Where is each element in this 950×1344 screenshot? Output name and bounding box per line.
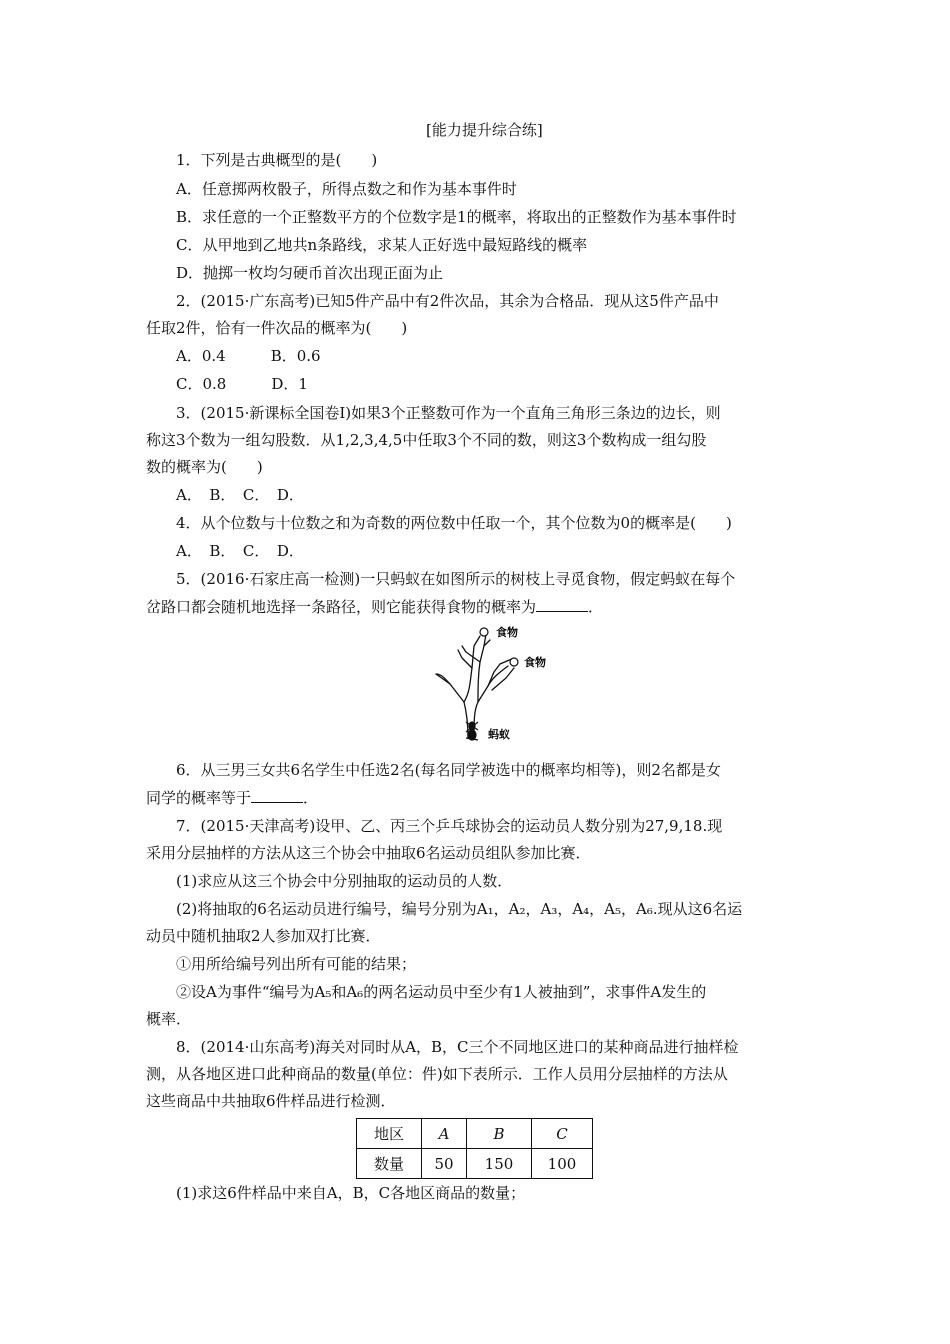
food-dot-icon bbox=[480, 628, 488, 636]
table-cell: 150 bbox=[467, 1149, 532, 1179]
answer-blank bbox=[536, 597, 588, 612]
table-cell: 地区 bbox=[357, 1119, 422, 1149]
q3-stem-line1: 3．(2015·新课标全国卷Ⅰ)如果3个正整数可作为一个直角三角形三条边的边长，则 bbox=[176, 404, 721, 422]
q7-stem-line1: 7．(2015·天津高考)设甲、乙、丙三个乒乓球协会的运动员人数分别为27,9,18.现 bbox=[176, 817, 723, 835]
quantity-table bbox=[356, 1118, 593, 1179]
q8-stem-line3: 这些商品中共抽取6件样品进行检测． bbox=[146, 1092, 396, 1110]
q7-stem-line2: 采用分层抽样的方法从这三个协会中抽取6名运动员组队参加比赛． bbox=[146, 844, 591, 862]
q1-option-a: A．任意掷两枚骰子，所得点数之和作为基本事件时 bbox=[176, 180, 517, 198]
table-cell: C bbox=[532, 1119, 593, 1149]
q7-sub2-line1: ②设A为事件“编号为A₅和A₆的两名运动员中至少有1人被抽到”，求事件A发生的 bbox=[176, 983, 707, 1001]
ant-tree-figure bbox=[428, 622, 568, 748]
q6-stem-line1: 6．从三男三女共6名学生中任选2名(每名同学被选中的概率均相等)，则2名都是女 bbox=[176, 761, 721, 779]
table-cell: 数量 bbox=[357, 1149, 422, 1179]
q1-stem: 1．下列是古典概型的是( ) bbox=[176, 151, 378, 169]
q5-stem-line2: 岔路口都会随机地选择一条路径，则它能获得食物的概率为 ． bbox=[146, 598, 604, 616]
q1-option-d: D．抛掷一枚均匀硬币首次出现正面为止 bbox=[176, 264, 444, 282]
q3-stem-line3: 数的概率为( ) bbox=[146, 458, 263, 476]
table-cell: 50 bbox=[422, 1149, 467, 1179]
q7-part1: (1)求应从这三个协会中分别抽取的运动员的人数． bbox=[176, 872, 513, 890]
q6-stem-line2: 同学的概率等于 ． bbox=[146, 789, 319, 807]
table-cell: A bbox=[422, 1119, 467, 1149]
q7-part2-line2: 动员中随机抽取2人参加双打比赛． bbox=[146, 927, 381, 945]
q2-options-ab: A．0.4 B．0.6 bbox=[176, 347, 321, 365]
ant-label: 蚂蚁 bbox=[488, 728, 510, 741]
food-label-2: 食物 bbox=[524, 656, 546, 669]
q2-stem-line2: 任取2件，恰有一件次品的概率为( ) bbox=[146, 319, 408, 337]
q2-options-cd: C．0.8 D．1 bbox=[176, 375, 308, 393]
tree-trunk bbox=[436, 674, 468, 738]
q1-option-b: B．求任意的一个正整数平方的个位数字是1的概率，将取出的正整数作为基本事件时 bbox=[176, 208, 737, 226]
q7-sub2-line2: 概率． bbox=[146, 1010, 192, 1028]
q8-part1: (1)求这6件样品中来自A，B，C各地区商品的数量； bbox=[176, 1184, 526, 1202]
q5-stem-line1: 5．(2016·石家庄高一检测)一只蚂蚁在如图所示的树枝上寻觅食物，假定蚂蚁在每个 bbox=[176, 570, 736, 588]
table-cell: 100 bbox=[532, 1149, 593, 1179]
q7-part2-line1: (2)将抽取的6名运动员进行编号，编号分别为A₁，A₂，A₃，A₄，A₅，A₆.现从这6名运 bbox=[176, 900, 743, 918]
q4-stem: 4．从个位数与十位数之和为奇数的两位数中任取一个，其个位数为0的概率是( ) bbox=[176, 514, 732, 532]
q2-stem-line1: 2．(2015·广东高考)已知5件产品中有2件次品，其余为合格品．现从这5件产品中 bbox=[176, 292, 719, 310]
q3-options: A． B． C． D． bbox=[176, 486, 304, 504]
q7-sub1: ①用所给编号列出所有可能的结果； bbox=[176, 955, 417, 973]
section-title: [能力提升综合练] bbox=[426, 121, 543, 139]
answer-blank bbox=[251, 788, 303, 803]
food-label-1: 食物 bbox=[496, 626, 518, 639]
q8-stem-line2: 测，从各地区进口此种商品的数量(单位：件)如下表所示．工作人员用分层抽样的方法从 bbox=[146, 1065, 728, 1083]
table-row bbox=[357, 1119, 593, 1149]
q4-options: A． B． C． D． bbox=[176, 542, 304, 560]
q8-stem-line1: 8．(2014·山东高考)海关对同时从A，B，C三个不同地区进口的某种商品进行抽样检 bbox=[176, 1038, 739, 1056]
q3-stem-line2: 称这3个数为一组勾股数．从1,2,3,4,5中任取3个不同的数，则这3个数构成一组勾股 bbox=[146, 431, 707, 449]
food-dot-icon bbox=[510, 658, 518, 666]
q1-option-c: C．从甲地到乙地共n条路线，求某人正好选中最短路线的概率 bbox=[176, 236, 588, 254]
table-cell: B bbox=[467, 1119, 532, 1149]
table-row bbox=[357, 1149, 593, 1179]
